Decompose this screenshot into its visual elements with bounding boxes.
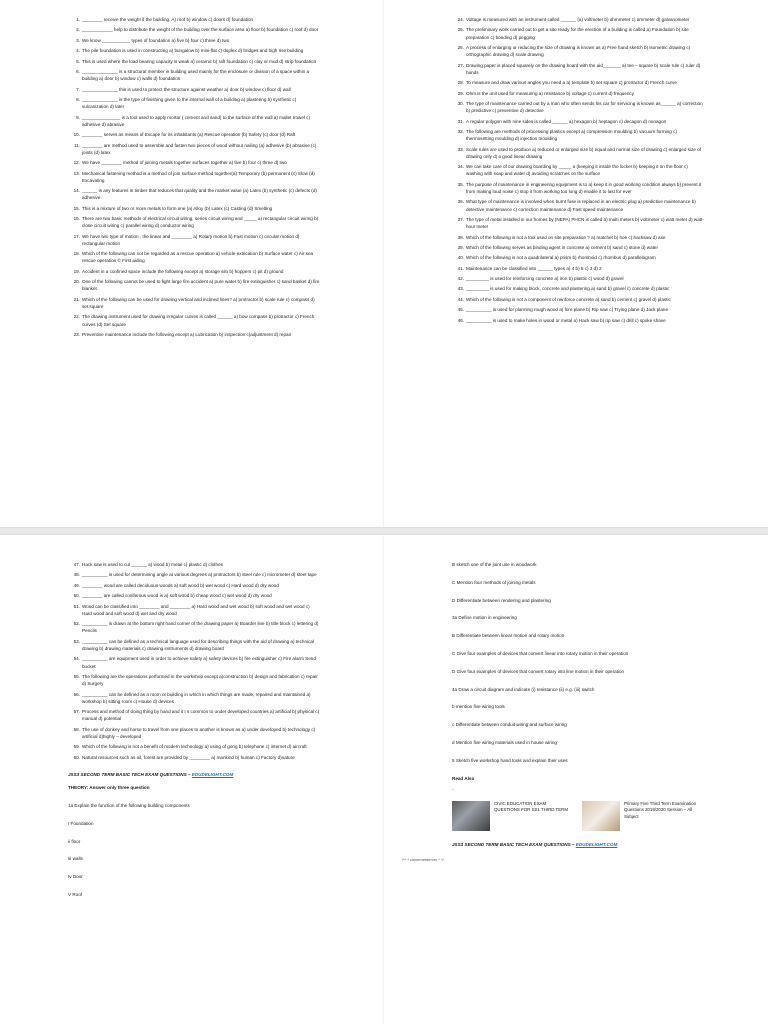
question-text: Wood can be classified into ________ and ________ a) Hard wood and wet wood b) soft wood and wet wood c) Hard wood and soft wood d) wet and dry wood — [82, 603, 310, 616]
question-item — [452, 296, 704, 303]
question-text: ______________ this is used to protect the structure against weather a) door b) window c) floor d) wall — [82, 86, 291, 92]
question-item — [68, 16, 320, 23]
question-item — [452, 79, 704, 86]
question-number: 8. — [76, 96, 80, 102]
question-item — [68, 131, 320, 138]
question-text: ______ is any features in timber that reduces that quality and the market value (a) Latex (b) synthetic (c) defects (d) adhesive — [82, 188, 317, 201]
theory-line: ii floor — [68, 838, 81, 844]
question-number: 16. — [73, 216, 80, 222]
question-item — [452, 26, 704, 40]
question-number: 60. — [73, 754, 80, 760]
question-number: 33. — [457, 146, 464, 152]
question-number: 10. — [73, 132, 80, 138]
theory-line: 5 Sketch five workshop hand tools and explain their uses — [452, 757, 568, 763]
question-text: Accident in a confined space include the following except a) storage silo b) hoppers c) pit d) ground — [82, 268, 284, 274]
theory-line: Iii walls — [68, 856, 83, 862]
question-item — [68, 296, 320, 310]
theory-line: C Mention four methods of joining metals — [452, 579, 536, 585]
question-text: __________ is used for determining angle at various degrees a) protractors b) steel rule c) micrometer d) steel tape — [82, 572, 317, 578]
theory-line: b mention five wiring tools — [452, 704, 505, 710]
question-number: 50. — [73, 593, 80, 599]
question-number: 44. — [457, 296, 464, 302]
question-number: 51. — [73, 603, 80, 609]
question-text: The type of metal installed in our homes by (NEPA) PHCN is called a) multi meters b) voltmeter c) watt meter d) watt- hour meter — [466, 216, 704, 230]
question-column — [452, 16, 704, 327]
theory-line: Iv Door — [68, 874, 83, 880]
question-text: A regular polygon with nine sides is called ______ a) hexagon b) heptagon c) decagon d) nonagon — [466, 118, 667, 124]
theory-items — [452, 561, 704, 764]
question-item — [68, 708, 320, 722]
question-text: _______________ is a tool used to apply mortar ( cement and sand) to the surface of the wall a) mallet trowel c) adhesive d) abrasive — [82, 114, 311, 127]
question-list-2 — [452, 16, 704, 324]
question-item — [68, 603, 320, 617]
theory-line: 1a Explain the function of the following building components — [68, 802, 190, 808]
theory-line: B sketch one of the joint use in woodwork — [452, 562, 537, 567]
question-number: 28. — [457, 80, 464, 86]
question-number: 9. — [76, 114, 80, 120]
question-item — [68, 142, 320, 156]
question-text: Which of the following serves as binding agent in concrete a) cement b) sand c) stone d) water — [466, 244, 659, 250]
question-item — [452, 198, 704, 212]
question-text: Hack saw is used to cut ______ a) wood b) metal c) plastic d) clothes — [82, 562, 223, 567]
question-text: The following are methods of processing plastics except a) compression moulding b) vacuum forming c) thermosetting moulding d) injection moulding — [466, 128, 677, 142]
question-item — [68, 743, 320, 750]
question-item — [68, 96, 320, 110]
question-text: Which of the following is not a component of reinforce concrete a) sand b) cement c) gravel d) plastic — [466, 296, 671, 302]
question-number: 22. — [73, 314, 80, 320]
question-item — [452, 265, 704, 272]
question-text: __________ can be defined as a room or building in which in which things are made, repaired and maintained a) workshop b) sitting room c) House d) devices — [82, 691, 311, 704]
related-cards — [452, 801, 704, 831]
question-item — [452, 181, 704, 195]
question-number: 5. — [76, 58, 80, 64]
question-item — [452, 254, 704, 261]
theory-line: V Roof — [68, 891, 83, 897]
question-item — [68, 592, 320, 599]
question-item — [452, 275, 704, 282]
question-number: 1. — [76, 17, 80, 22]
question-text: The use of donkey and horse to travel from one places to another is known as a) under developed b) technology c) artificial d)highly – developed — [82, 726, 316, 739]
question-number: 49. — [73, 582, 80, 588]
question-column — [68, 561, 320, 909]
question-number: 15. — [73, 205, 80, 211]
question-number: 35. — [457, 181, 464, 187]
question-text: Natural resources such as oil, forest are provided by ________ a) mankind b) human c) Factory d)nature — [82, 754, 295, 760]
theory-line: D Give four examples of devices that convert rotary into line motion in their operation — [452, 668, 625, 674]
question-item — [68, 58, 320, 65]
card-thumbnail-image[interactable] — [452, 801, 490, 831]
question-text: _________ is used for reinforcing concrete a) iron b) plastic c) wood d) gravel — [466, 276, 624, 282]
question-item — [68, 754, 320, 761]
question-text: The purpose of maintenance in engineering equipment is to a) keep it in good working condition always b) prevent it from making loud noise c) stop it from working too long d) enable it to last for ever — [466, 181, 702, 194]
question-text: We have ________ method of joining metals together surfaces together a) five b) four c) three d) two — [82, 160, 287, 166]
question-text: Scale rules are used to produce a) reduced or enlarged size b) equal and normal size of drawing c) enlarged size of drawing only d) a good linear drawing — [466, 146, 701, 159]
question-number: 32. — [457, 128, 464, 134]
question-number: 30. — [457, 100, 464, 106]
question-text: We have two type of motion , the linear and ________ a) Rotary motion b) Fast motion c) circular motion d) rectangular motion — [82, 233, 300, 246]
question-number: 13. — [73, 170, 80, 176]
question-number: 4. — [76, 48, 80, 54]
question-text: ____________ help to distribute the weight of the building over the surface area a) floor b) foundation c) roof d) door — [82, 27, 319, 33]
question-item — [452, 90, 704, 97]
question-item — [68, 582, 320, 589]
question-text: We know ___________ types of foundation a) five b) four c) three d) two — [82, 37, 230, 43]
question-number: 39. — [457, 244, 464, 250]
question-text: There are two basic methods of electrical circuit wiring, series circuit wiring and _____ a) rectangular circuit wiring b) close circuit wiring c) parallel wiring d) conductor wiring — [82, 216, 319, 229]
question-text: __________ is used to make holes in wood or metal a) Hack saw b) rip saw c) drill c) spoke shave — [466, 317, 666, 323]
question-list-1 — [68, 16, 320, 338]
question-text: Maintenance can be classified into ______ types a) 4 b) 5 c) 3 d) 2 — [466, 265, 602, 271]
question-number: 31. — [457, 118, 464, 124]
question-column — [402, 561, 704, 863]
question-item — [68, 620, 320, 634]
question-text: __________ is drawn at the bottom right hand corner of the drawing paper a) Boarder line b) title block c) lettering d) Pencils — [82, 621, 319, 634]
question-number: 36. — [457, 199, 464, 205]
question-item — [452, 16, 704, 23]
question-number: 11. — [73, 142, 80, 148]
question-text: Which of the following can not be regarded as a rescue operation a) vehicle extrication b) Surface water c) Air sea rescue operation © First aiding — [82, 251, 314, 264]
question-list-3 — [68, 561, 320, 761]
question-text: Mechanical fastening method is a method of join surface method together(a) Temporary (b) permanent (c) Slow (d) Excavating — [82, 170, 315, 183]
question-item — [452, 62, 704, 76]
question-item — [68, 673, 320, 687]
question-number: 27. — [457, 62, 464, 68]
theory-line: d Mention five wiring materials used in house wiring — [452, 739, 557, 745]
question-number: 56. — [73, 691, 80, 697]
question-item — [68, 114, 320, 128]
question-item — [452, 128, 704, 142]
question-text: This is a mixture of two or more metals to form one (a) Alloy (b) Latex (c) Casting (d) Smelting — [82, 205, 273, 211]
question-number: 17. — [73, 233, 80, 239]
question-item — [68, 571, 320, 578]
question-text: ________ are method used to assemble and fasten two pieces of wood without nailing (a) adhesive (b) abrasive (c) joints (d) latex — [82, 142, 317, 155]
card-title[interactable]: CIVIC EDUCATION EXAM QUESTIONS FOR SS1 THIRD TERM — [494, 800, 568, 813]
question-text: _________ is used for making block, concrete and plastering a) sand b) gravel c) concrete d) plastic — [466, 286, 670, 292]
question-number: 6. — [76, 68, 80, 74]
question-text: Voltage is measured with an instrument called ______ (a) voltmeter b) ohmmeter c) ammeter d) galvanometer — [466, 17, 690, 22]
question-number: 40. — [457, 255, 464, 261]
question-column — [68, 16, 320, 341]
question-number: 53. — [73, 638, 80, 644]
question-number: 46. — [457, 317, 464, 323]
question-item — [452, 234, 704, 241]
theory-list — [68, 802, 320, 898]
question-item — [68, 205, 320, 212]
question-item — [452, 244, 704, 251]
question-text: Drawing paper is placed squarely on the drawing board with the aid_______ a) tee – square b) scale rule c) ruler d) hands — [466, 62, 701, 75]
question-item — [68, 278, 320, 292]
question-item — [452, 44, 704, 58]
question-text: Which of the following can be used for drawing vertical and inclined lines? a) protractor b) scale rule c) compass d) set square — [82, 296, 315, 310]
question-item — [68, 215, 320, 229]
question-item — [68, 233, 320, 247]
question-item — [452, 306, 704, 313]
question-item — [68, 187, 320, 201]
question-text: What type of maintenance is involved when burnt fuse is replaced in an electric plug a) predictive maintenance b) detective maintenance c) correction maintenance d) Fast speed maintenance — [466, 199, 696, 212]
question-number: 57. — [73, 709, 80, 715]
link-site[interactable]: EDUDELIGHT.COM — [575, 841, 618, 847]
question-text: The pile foundation is used in constructing a) bungalow b) mini-flat c) duplex d) bridges and high rise building — [82, 48, 304, 54]
question-number: 59. — [73, 744, 80, 750]
question-item — [68, 691, 320, 705]
question-item — [452, 317, 704, 324]
document-page-3 — [0, 535, 384, 1024]
question-text: A process of enlarging or reducing the size of drawing is known as a) Free hand sketch b) isometric drawing c) orthographic drawing d) scale drawing — [466, 44, 691, 58]
question-number: 14. — [73, 188, 80, 194]
theory-heading: THEORY: Answer only three question — [68, 785, 150, 791]
theory-line: 3a Define motion in engineering — [452, 615, 517, 621]
link-site[interactable]: EDUDELIGHT.COM — [191, 771, 234, 777]
question-item — [68, 86, 320, 93]
theory-line: c Differentiate between conduit wiring and surface wiring — [452, 722, 567, 728]
question-number: 47. — [73, 562, 80, 567]
question-text: ______________ is a structural member in building used mainly for the enclosure or division of a space within a building a) door b) window c) walls d) foundation — [82, 68, 310, 82]
question-number: 19. — [73, 268, 80, 274]
question-number: 18. — [73, 251, 80, 257]
card-title[interactable]: Primary Five Third Term Examination Questions 2019/2020 Session – All Subject — [624, 800, 697, 819]
question-text: Which of the following is not a quadrilateral a) prism b) rhomboid c) rhombus d) parallelogram — [466, 255, 656, 261]
link-title: JSS3 SECOND TERM BASIC TECH EXAM QUESTIONS – — [452, 841, 576, 847]
question-number: 45. — [457, 307, 464, 313]
question-number: 20. — [73, 279, 80, 285]
question-item — [68, 47, 320, 54]
question-text: The type of maintenance carried out by a man who often sends his car for servicing is known as______ a) correction b) predictive c) preventive d) detective — [466, 100, 703, 114]
question-text: __________ can be defined as a technical language used for describing things with the aid of drawing a) technical drawing b) drawing materials c) drawing instruments d) drawing board — [82, 638, 314, 651]
question-number: 54. — [73, 656, 80, 662]
article-link[interactable] — [452, 841, 704, 848]
question-number: 21. — [73, 296, 80, 302]
question-number: 23. — [73, 332, 80, 338]
related-card-civic[interactable] — [452, 801, 572, 831]
question-text: Preventive maintenance include the following except a) Lubrication b) inspection c)adjustment d) repair — [82, 332, 292, 338]
question-text: ________ are called coniferous wood is a) soft wood b) cheap wood c) wet wood d) dry wood — [82, 593, 272, 599]
question-number: 2. — [76, 27, 80, 33]
code-comment: /** * clevernetserver * */ — [402, 857, 444, 863]
theory-line: D Differentiate between rendering and plastering — [452, 597, 551, 603]
question-number: 12. — [73, 160, 80, 166]
theory-line: 4a Draw a circuit diagram and indicate (i) resistance (ii) e.g. (iii) switch — [452, 686, 595, 692]
question-number: 48. — [73, 572, 80, 578]
question-item — [452, 146, 704, 160]
question-number: 29. — [457, 90, 464, 96]
question-text: One of the following cannot be used to fight large fire accident a) pure water b) fire extinguisher c) sand basket d) fire blanket — [82, 279, 320, 292]
link-title: JSS3 SECOND TERM BASIC TECH EXAM QUESTIONS – — [68, 771, 192, 777]
question-text: Ohm is the unit used for measuring a) resistance b) voltage c) current d) frequency — [466, 90, 635, 96]
question-number: 37. — [457, 216, 464, 222]
question-item — [68, 68, 320, 82]
question-text: Which of the following is not a tool used on site preparation ? a) matchet b) hoe c) hacksaw d) axe — [466, 234, 666, 240]
theory-line: C Give four examples of devices that convert linear into rotary motion in their operation — [452, 650, 629, 656]
question-number: 52. — [73, 621, 80, 627]
question-item — [68, 638, 320, 652]
document-page-4 — [384, 535, 768, 1024]
question-number: 38. — [457, 234, 464, 240]
question-text: __________ is used for planning rough wood a) fore plane b) Rip saw c) Trying plane d) Jack plane — [466, 307, 668, 313]
question-text: To measure and draw various angles you need a a) template b) set square c) protractor d) French curve — [466, 80, 677, 86]
question-text: ________ receive the weight if the building. A) roof b) window c) doors d) foundation — [82, 17, 254, 22]
read-also-heading: Read Also — [452, 775, 475, 781]
question-text: ______________ is the type of finishing given to the internal wall of a building a) plastering b) synthetic c) vulcanization d) later — [82, 96, 297, 110]
question-item — [68, 313, 320, 327]
question-item — [452, 285, 704, 292]
article-link[interactable] — [68, 771, 320, 778]
question-item — [68, 37, 320, 44]
question-number: 25. — [457, 27, 464, 33]
question-item — [68, 268, 320, 275]
question-item — [452, 163, 704, 177]
question-text: The drawing instrument used for drawing irregular curves is called ______ a) bow compass b) protractor c) French curves (d) Set square — [82, 314, 315, 327]
document-page-2 — [384, 0, 768, 527]
question-number: 55. — [73, 673, 80, 679]
question-number: 34. — [457, 164, 464, 170]
question-number: 3. — [76, 37, 80, 43]
read-also-bullet: - — [452, 786, 454, 792]
theory-line: B Differentiate between linear motion and rotary motion — [452, 633, 565, 639]
question-number: 24. — [457, 17, 464, 22]
question-text: We can take care of our drawing boarding by _____ a (keeping it inside the locker b) keeping it on the floor c) washing with soap and water d) avoiding scratches on the surface — [466, 164, 688, 177]
question-text: Which of the following is not a benefit of modern technology a) using of gong b) telephone c) internet d) aircraft — [82, 744, 307, 750]
related-card-primary[interactable] — [582, 801, 702, 831]
question-item — [68, 159, 320, 166]
card-thumbnail-image[interactable] — [582, 801, 620, 831]
theory-line: I Foundation — [68, 820, 94, 826]
question-item — [68, 250, 320, 264]
question-item — [452, 216, 704, 230]
question-item — [68, 655, 320, 669]
question-item — [68, 726, 320, 740]
question-text: ________ serves as means of Escape for its inhabitants (a) Rescue operation (b) Safety (c) door (d) Raft — [82, 132, 296, 138]
question-text: __________ are equipment used in order to achieve safety a) safety devices b) fire extinguisher c) Fire alarm Send bucket — [82, 656, 316, 669]
question-number: 42. — [457, 276, 464, 282]
question-number: 7. — [76, 86, 80, 92]
question-number: 41. — [457, 265, 464, 271]
document-page-1 — [0, 0, 384, 527]
question-text: ________ wood are called deciduous woods a) soft wood b) wet wood c) Hard wood d) dry wood — [82, 582, 279, 588]
question-item — [68, 26, 320, 33]
question-text: The following are the operations performed in the workshop except a)construction b) design and fabrication c) repair d) Surgery — [82, 673, 318, 687]
question-text: Process and method of doing thing by hand and it I s common to under developed countries a) artificial b) physical c) manual d) potential — [82, 709, 320, 722]
question-item — [68, 561, 320, 568]
question-text: The preliminary work carried out to get a site ready for the erection of a building is called a) Foundation b) site preparation c) bonding d) pegging — [466, 27, 689, 40]
question-item — [68, 331, 320, 338]
question-number: 26. — [457, 44, 464, 50]
question-item — [68, 170, 320, 184]
question-number: 43. — [457, 286, 464, 292]
question-text: This is used where the load bearing capacity is weak a) ceramic b) raft foundation c) clay or mud d) strip foundation — [82, 58, 317, 64]
question-number: 58. — [73, 726, 80, 732]
question-item — [452, 100, 704, 114]
question-item — [452, 118, 704, 125]
